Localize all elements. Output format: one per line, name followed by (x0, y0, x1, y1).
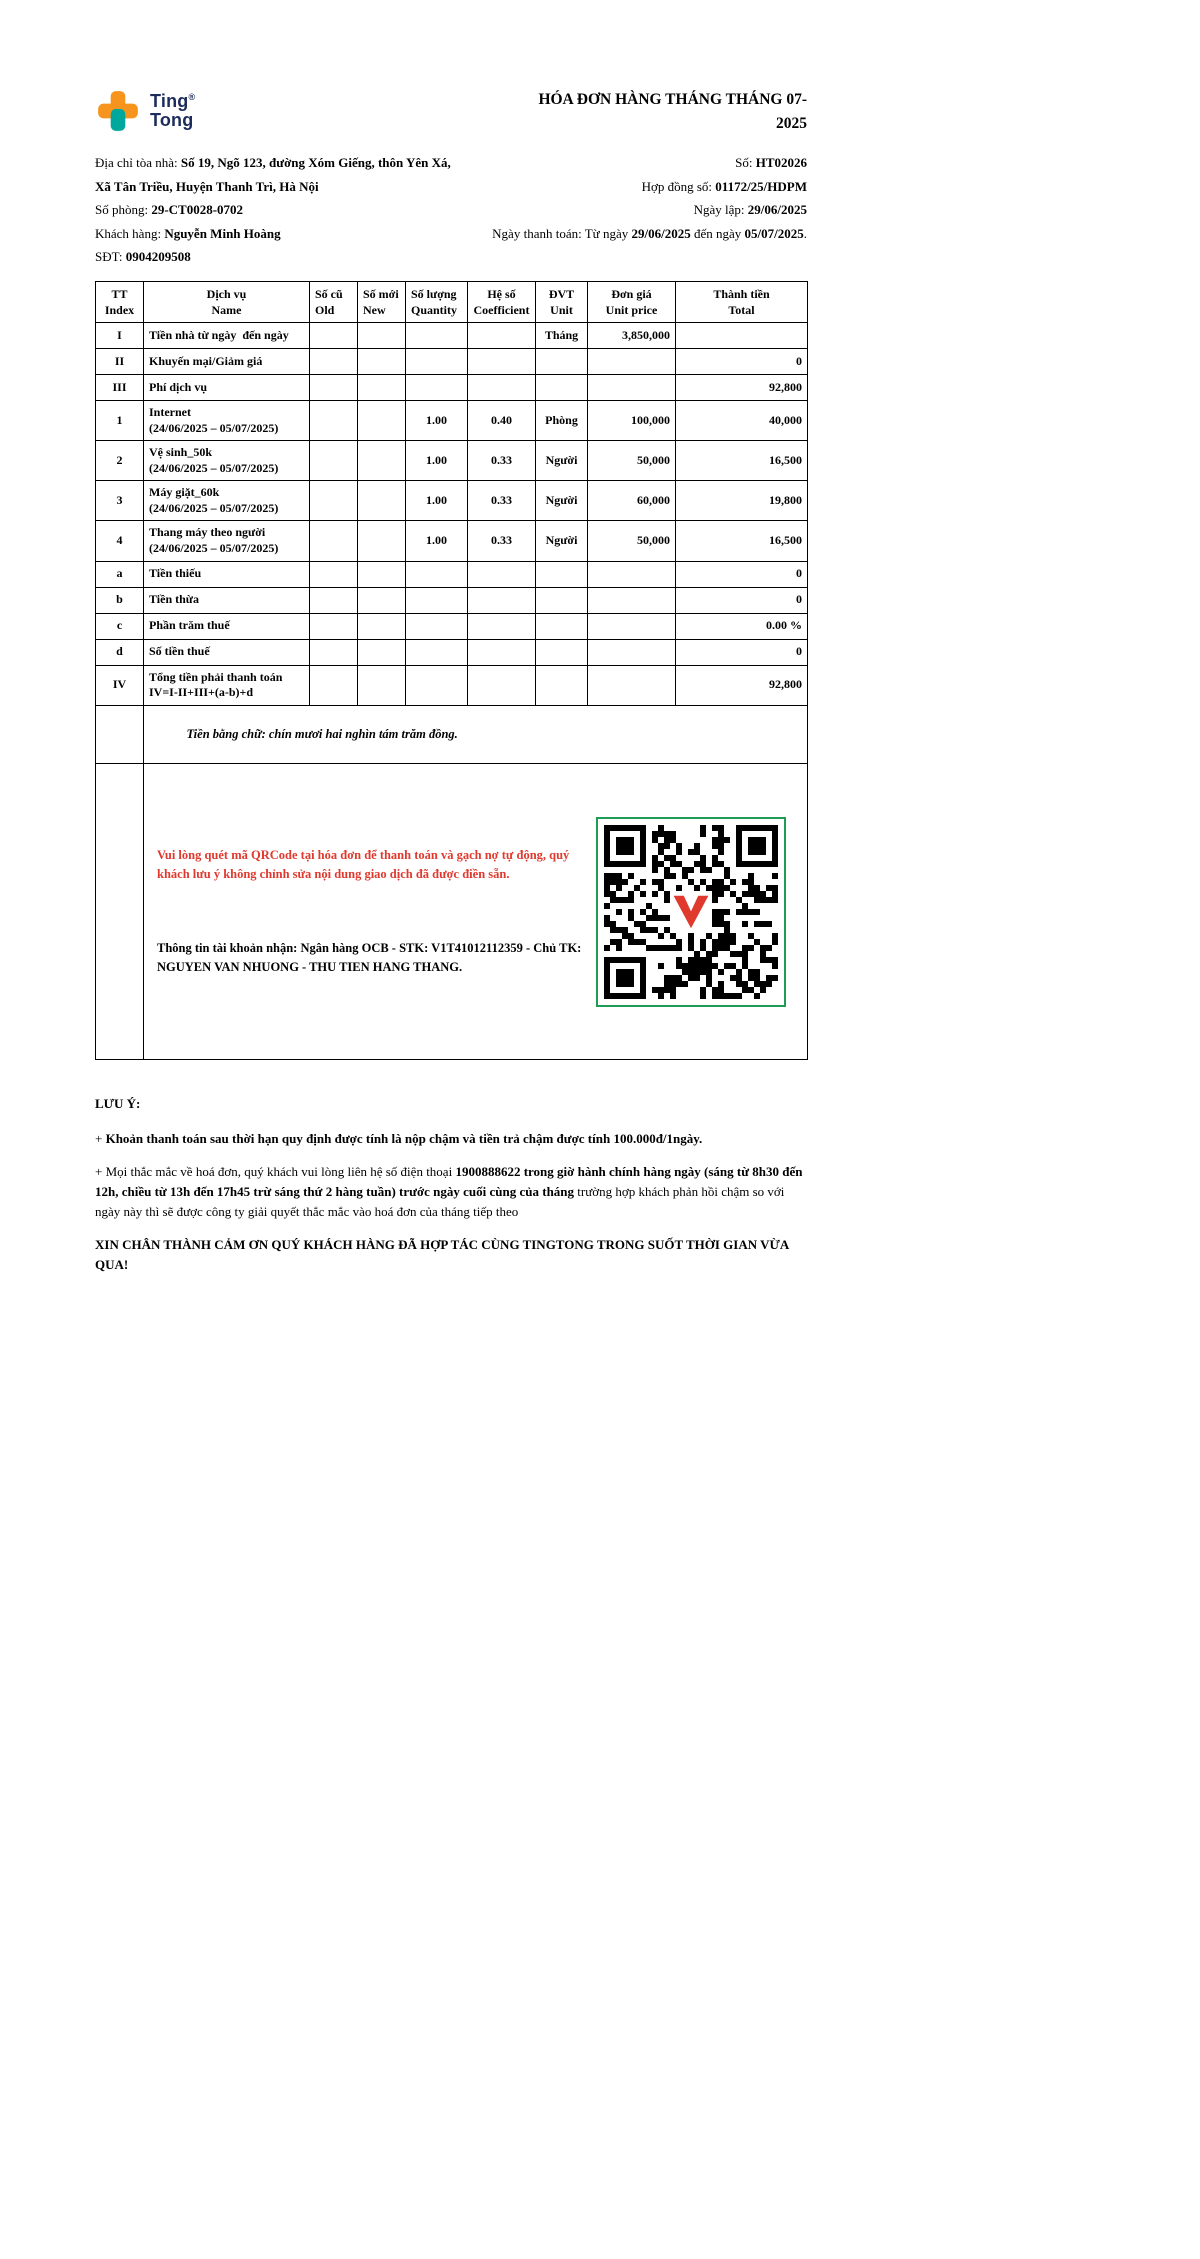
table-row (96, 613, 808, 639)
cell-total: 40,000 (676, 400, 808, 440)
cell-unit (536, 639, 588, 665)
cell-coefficient (468, 322, 536, 348)
cell-unit (536, 348, 588, 374)
table-row (96, 400, 808, 440)
text-segment: + Mọi thắc mắc về hoá đơn, quý khách vui lòng liên hệ số điện thoại (95, 1163, 456, 1179)
invoice-table (95, 281, 808, 1061)
text-segment: 29/06/2025 (631, 225, 691, 241)
page-title (497, 88, 807, 136)
cell-new-reading (358, 665, 406, 705)
cell-total: 0 (676, 639, 808, 665)
cell-old-reading (310, 400, 358, 440)
cell-quantity (406, 561, 468, 587)
cell-unit-price (588, 613, 676, 639)
cell-old-reading (310, 441, 358, 481)
text-segment: . (459, 960, 463, 975)
cell-coefficient: 0.33 (468, 441, 536, 481)
cell-unit-price (588, 561, 676, 587)
column-header: Số cũ Old (310, 281, 358, 322)
cell-quantity (406, 348, 468, 374)
cell-index: 4 (96, 521, 144, 561)
cell-service-name: Tiền nhà từ ngày đến ngày (144, 322, 310, 348)
cell-old-reading (310, 322, 358, 348)
cell-quantity (406, 639, 468, 665)
text-segment: - Chủ TK: (522, 941, 585, 956)
cell-unit: Người (536, 481, 588, 521)
payment-instructions (157, 809, 595, 1015)
text-segment: HT02026 (755, 155, 807, 171)
table-row (96, 441, 808, 481)
cell-total: 16,500 (676, 441, 808, 481)
invoice-meta (492, 151, 807, 269)
column-header: TT Index (96, 281, 144, 322)
cell-old-reading (310, 613, 358, 639)
table-row (96, 521, 808, 561)
cell-service-name: Vệ sinh_50k (24/06/2025 – 05/07/2025) (144, 441, 310, 481)
cell-coefficient: 0.40 (468, 400, 536, 440)
cell-unit-price (588, 348, 676, 374)
cell-new-reading (358, 400, 406, 440)
cell-unit-price (588, 587, 676, 613)
tingtong-logo (95, 88, 195, 134)
logo-wordmark (150, 92, 195, 130)
table-row (96, 587, 808, 613)
logo-word-tong: Tong (150, 110, 194, 130)
cell-index: I (96, 322, 144, 348)
text-segment: Xã Tân Triều, Huyện Thanh Trì, Hà Nội (95, 178, 319, 194)
cell-total: 0 (676, 348, 808, 374)
text-segment: V1T41012112359 (431, 941, 523, 956)
invoice-table-footer (96, 705, 808, 1060)
cell-index: 2 (96, 441, 144, 481)
info-line (492, 222, 807, 246)
cell-old-reading (310, 374, 358, 400)
text-segment: 29-CT0028-0702 (151, 202, 244, 218)
info-line (492, 151, 807, 175)
cell-service-name: Internet (24/06/2025 – 05/07/2025) (144, 400, 310, 440)
text-segment: Ngày lập: (693, 202, 748, 218)
cell-total: 0.00 % (676, 613, 808, 639)
page-title-line2: 2025 (776, 115, 807, 133)
column-header: Đơn giá Unit price (588, 281, 676, 322)
cell-unit: Người (536, 441, 588, 481)
cell-coefficient (468, 561, 536, 587)
cell-index: a (96, 561, 144, 587)
cell-unit (536, 374, 588, 400)
cell-total: 92,800 (676, 665, 808, 705)
cell-service-name: Tổng tiền phải thanh toán IV=I-II+III+(a-b)+d (144, 665, 310, 705)
cell-unit-price: 3,850,000 (588, 322, 676, 348)
note-contact (95, 1162, 807, 1222)
cell-unit-price (588, 665, 676, 705)
building-info (95, 151, 451, 269)
cell-old-reading (310, 521, 358, 561)
cell-coefficient (468, 374, 536, 400)
table-row (96, 348, 808, 374)
info-line (492, 198, 807, 222)
text-segment: đến ngày (690, 225, 745, 241)
amount-in-words-row (96, 705, 808, 763)
info-line (95, 175, 451, 199)
column-header: Thành tiền Total (676, 281, 808, 322)
cell-index: b (96, 587, 144, 613)
cell-quantity (406, 665, 468, 705)
cell-index: c (96, 613, 144, 639)
cell-old-reading (310, 587, 358, 613)
cell-coefficient (468, 348, 536, 374)
cell-unit-price: 60,000 (588, 481, 676, 521)
text-segment: Khoản thanh toán sau thời hạn quy định được tính là nộp chậm và tiền trả chậm được tính 100.000đ/1ngày. (105, 1130, 703, 1146)
column-header: Số lượng Quantity (406, 281, 468, 322)
cell-service-name: Số tiền thuế (144, 639, 310, 665)
empty-cell (96, 705, 144, 763)
cell-new-reading (358, 561, 406, 587)
cell-unit (536, 665, 588, 705)
amount-in-words-label: Tiền bằng chữ: (186, 727, 269, 742)
thank-you-text: XIN CHÂN THÀNH CẢM ƠN QUÝ KHÁCH HÀNG ĐÃ HỢP TÁC CÙNG TINGTONG TRONG SUỐT THỜI GIAN VỪA QUA! (95, 1237, 792, 1273)
cell-unit-price (588, 639, 676, 665)
cell-new-reading (358, 374, 406, 400)
text-segment: 29/06/2025 (747, 202, 807, 218)
note-late-payment (95, 1129, 807, 1149)
logo-word-ting: Ting (150, 91, 189, 112)
qr-instruction-text: Vui lòng quét mã QRCode tại hóa đơn để thanh toán và gạch nợ tự động, quý khách lưu ý không chỉnh sửa nội dung giao dịch đã được điền sẵn. (157, 848, 573, 882)
cell-service-name: Phần trăm thuế (144, 613, 310, 639)
column-header: Dịch vụ Name (144, 281, 310, 322)
cell-unit: Người (536, 521, 588, 561)
cell-quantity: 1.00 (406, 400, 468, 440)
column-header: ĐVT Unit (536, 281, 588, 322)
cell-coefficient (468, 665, 536, 705)
amount-in-words-value: chín mươi hai nghìn tám trăm đồng. (268, 727, 458, 742)
amount-in-words-cell (144, 705, 808, 763)
cell-total: 19,800 (676, 481, 808, 521)
notes-heading: LƯU Ý: (95, 1096, 141, 1112)
text-segment: Địa chỉ tòa nhà: (95, 155, 181, 171)
qr-code (596, 817, 786, 1007)
table-row (96, 374, 808, 400)
cell-new-reading (358, 613, 406, 639)
cell-total: 0 (676, 561, 808, 587)
cell-unit-price: 50,000 (588, 441, 676, 481)
table-row (96, 639, 808, 665)
cell-service-name: Phí dịch vụ (144, 374, 310, 400)
cell-old-reading (310, 561, 358, 587)
cell-index: 3 (96, 481, 144, 521)
cell-unit: Tháng (536, 322, 588, 348)
invoice-info (95, 151, 807, 269)
cell-old-reading (310, 665, 358, 705)
text-segment: 1900888622 trong giờ hành chính hàng ngày (sáng từ 8h30 đến 12h, chiều từ 13h đến 17h45 trừ sáng thứ 2 hàng tuần) (95, 1163, 806, 1199)
qr-payment-cell (144, 763, 808, 1060)
cell-total (676, 322, 808, 348)
text-segment: Hợp đồng số: (641, 178, 716, 194)
cell-index: IV (96, 665, 144, 705)
text-segment: Số 19, Ngõ 123, đường Xóm Giếng, thôn Yên Xá, (180, 155, 451, 171)
table-header-row (96, 281, 808, 322)
empty-cell (96, 763, 144, 1060)
cell-old-reading (310, 348, 358, 374)
cell-quantity: 1.00 (406, 441, 468, 481)
cell-total: 0 (676, 587, 808, 613)
cell-quantity (406, 587, 468, 613)
cell-unit (536, 613, 588, 639)
cell-new-reading (358, 348, 406, 374)
cell-unit-price: 100,000 (588, 400, 676, 440)
text-segment: . (803, 225, 807, 241)
cell-index: III (96, 374, 144, 400)
info-line (492, 175, 807, 199)
text-segment: SĐT: (95, 249, 126, 265)
registered-mark: ® (188, 92, 196, 103)
cell-unit (536, 587, 588, 613)
text-segment: Nguyễn Minh Hoàng (164, 225, 281, 241)
cell-unit (536, 561, 588, 587)
cell-total: 16,500 (676, 521, 808, 561)
info-line (95, 245, 451, 269)
cell-old-reading (310, 639, 358, 665)
cell-quantity (406, 374, 468, 400)
cell-coefficient (468, 587, 536, 613)
cell-coefficient: 0.33 (468, 481, 536, 521)
invoice-table-body (96, 322, 808, 705)
column-header: Hệ số Coefficient (468, 281, 536, 322)
text-segment: Ngày thanh toán: Từ ngày (492, 225, 632, 241)
cell-quantity: 1.00 (406, 481, 468, 521)
cell-new-reading (358, 587, 406, 613)
cell-new-reading (358, 441, 406, 481)
cell-service-name: Tiền thiếu (144, 561, 310, 587)
page-title-line1: HÓA ĐƠN HÀNG THÁNG THÁNG 07- (538, 91, 807, 108)
text-segment: Khách hàng: (95, 225, 165, 241)
cell-unit-price (588, 374, 676, 400)
cell-coefficient: 0.33 (468, 521, 536, 561)
notes-section (95, 1094, 807, 1275)
text-segment: Thông tin tài khoản nhận: Ngân hàng OCB - STK: (157, 941, 432, 956)
cell-quantity (406, 322, 468, 348)
cell-new-reading (358, 481, 406, 521)
invoice-content (95, 88, 807, 1288)
info-line (95, 198, 451, 222)
cell-total: 92,800 (676, 374, 808, 400)
cell-unit: Phòng (536, 400, 588, 440)
text-segment: NGUYEN VAN NHUONG - THU TIEN HANG THANG (157, 960, 460, 975)
cell-quantity: 1.00 (406, 521, 468, 561)
cell-index: II (96, 348, 144, 374)
text-segment: 0904209508 (125, 249, 191, 265)
info-line (95, 151, 451, 175)
cell-index: 1 (96, 400, 144, 440)
invoice-header (95, 88, 807, 136)
table-row (96, 481, 808, 521)
cell-service-name: Tiền thừa (144, 587, 310, 613)
text-segment: trước ngày cuối cùng của tháng (399, 1183, 575, 1199)
tingtong-logo-icon (95, 88, 141, 134)
info-line (95, 222, 451, 246)
cell-service-name: Máy giặt_60k (24/06/2025 – 05/07/2025) (144, 481, 310, 521)
qr-payment-row (96, 763, 808, 1060)
cell-index: d (96, 639, 144, 665)
text-segment: 05/07/2025 (744, 225, 804, 241)
text-segment: + (95, 1130, 106, 1146)
table-row (96, 322, 808, 348)
text-segment: 01172/25/HDPM (715, 178, 807, 194)
cell-service-name: Thang máy theo người (24/06/2025 – 05/07/2025) (144, 521, 310, 561)
cell-coefficient (468, 639, 536, 665)
cell-old-reading (310, 481, 358, 521)
cell-new-reading (358, 639, 406, 665)
cell-new-reading (358, 322, 406, 348)
cell-quantity (406, 613, 468, 639)
cell-new-reading (358, 521, 406, 561)
account-info-text (157, 939, 595, 977)
table-row (96, 561, 808, 587)
cell-unit-price: 50,000 (588, 521, 676, 561)
cell-coefficient (468, 613, 536, 639)
text-segment: Số: (735, 155, 756, 171)
column-header: Số mới New (358, 281, 406, 322)
text-segment: Số phòng: (95, 202, 152, 218)
text-segment: trường hợp khách phản hồi chậm so với ngày này thì sẽ được công ty giải quyết thắc mắc vào hoá đơn của tháng tiếp theo (95, 1183, 788, 1220)
cell-service-name: Khuyến mại/Giảm giá (144, 348, 310, 374)
table-row (96, 665, 808, 705)
